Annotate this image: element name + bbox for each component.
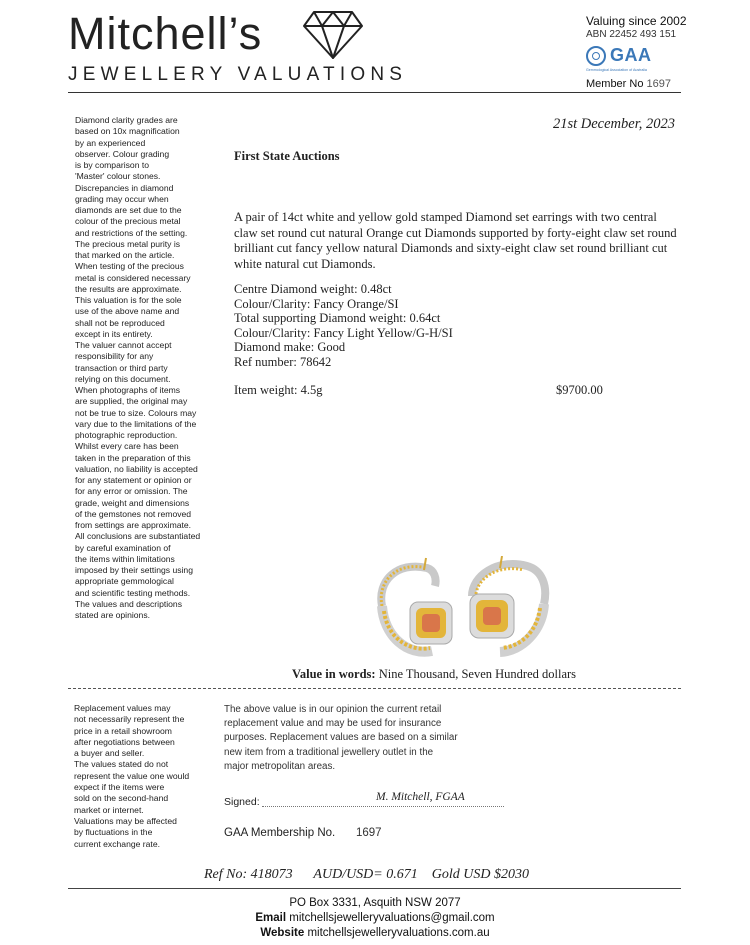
disclaimer-line: colour of the precious metal (75, 216, 181, 227)
signature: M. Mitchell, FGAA (376, 791, 465, 803)
disclaimer-line: based on 10x magnification (75, 126, 180, 137)
disclaimer-line: metal is considered necessary (75, 272, 191, 283)
replacement-note-line: Replacement values may (74, 703, 171, 713)
replacement-note-line: Valuations may be affected (74, 815, 177, 826)
spec-line: Colour/Clarity: Fancy Orange/SI (234, 296, 399, 311)
gaa-membership-label: GAA Membership No. (224, 827, 336, 839)
document-date: 21st December, 2023 (552, 116, 675, 132)
disclaimer-line: 'Master' colour stones. (75, 171, 161, 182)
opinion-statement (224, 703, 504, 774)
disclaimer-line: The valuer cannot accept (75, 340, 172, 350)
disclaimer-line: appropriate gemmological (75, 576, 174, 587)
disclaimer-line: the items within limitations (75, 553, 175, 564)
disclaimer-line: that marked on the article. (75, 250, 175, 260)
disclaimer-line: of the gemstones not removed (75, 508, 192, 519)
disclaimer-line: transaction or third party (75, 362, 168, 373)
disclaimer-line: and restrictions of the setting. (75, 227, 188, 238)
disclaimer-line: is by comparison to (75, 160, 150, 170)
gaa-emblem-icon (586, 46, 606, 66)
disclaimer-line: for any error or omission. The (75, 486, 188, 497)
replacement-note-line: market or internet. (74, 804, 144, 815)
gaa-logo-text: GAA (610, 45, 652, 65)
replacement-note-line: expect if the items were (74, 782, 165, 793)
disclaimer-line: shall not be reproduced (75, 317, 165, 328)
value-in-words (292, 667, 576, 682)
disclaimer-line: The values and descriptions (75, 598, 183, 609)
disclaimer-line: and scientific testing methods. (75, 587, 191, 598)
postal-address: PO Box 3331, Asquith NSW 2077 (289, 897, 461, 909)
opinion-line: replacement value and may be used for insurance (224, 718, 442, 730)
replacement-note-line: sold on the second-hand (74, 793, 169, 804)
disclaimer-line: except in its entirety. (75, 328, 153, 339)
disclaimer-line: are supplied, the original may (75, 396, 188, 407)
disclaimer-line: relying on this document. (75, 373, 171, 384)
item-weight: Item weight: 4.5g (234, 383, 323, 397)
replacement-note-line: represent the value one would (74, 770, 190, 781)
reference-line: Ref No: 418073 AUD/USD= 0.671 Gold USD $2030 (204, 867, 529, 882)
disclaimer-line: All conclusions are substantiated (75, 531, 201, 542)
valuing-since: Valuing since 2002 (586, 14, 687, 28)
member-number (586, 78, 671, 90)
disclaimer-line: grading may occur when (75, 193, 169, 204)
diamond-icon (302, 8, 364, 60)
disclaimer-line: taken in the preparation of this (75, 452, 191, 463)
spec-line: Ref number: 78642 (234, 354, 332, 369)
disclaimer-line: by an experienced (75, 137, 146, 148)
disclaimer-line: stated are opinions. (75, 610, 151, 620)
disclaimer-line: Whilst every care has been (75, 441, 179, 452)
replacement-note (74, 703, 214, 850)
gaa-logo-caption: Gemmological Association of Australia (586, 68, 647, 72)
brand-name: Mitchell’s (68, 8, 263, 59)
disclaimer-line: from settings are approximate. (75, 520, 192, 530)
disclaimer-line: When testing of the precious (75, 261, 184, 272)
opinion-line: The above value is in our opinion the current retail (224, 704, 442, 715)
disclaimer-line: When photographs of items (75, 385, 181, 395)
disclaimer-line: Diamond clarity grades are (75, 115, 178, 125)
disclaimer-line: not be true to size. Colours may (75, 407, 197, 418)
item-description: A pair of 14ct white and yellow gold stamped Diamond set earrings with two central claw set round cut natural Orange cut Diamonds supported by forty-eight claw set round brilliant cut fancy yellow natural Diamonds and sixty-eight claw set round brilliant cut white natural cut Diamonds. (234, 210, 677, 271)
disclaimer-line: the results are approximate. (75, 283, 182, 294)
client-name: First State Auctions (234, 149, 340, 163)
disclaimer-text (75, 115, 215, 621)
valuation-amount: $9700.00 (556, 383, 603, 397)
disclaimer-line: responsibility for any (75, 351, 154, 362)
disclaimer-line: diamonds are set due to the (75, 205, 182, 215)
spec-line: Centre Diamond weight: 0.48ct (234, 282, 392, 296)
value-words-text: Nine Thousand, Seven Hundred dollars (378, 667, 577, 681)
replacement-note-line: price in a retail showroom (74, 725, 172, 736)
value-words-label: Value in words: (292, 667, 376, 681)
disclaimer-line: grade, weight and dimensions (75, 497, 190, 508)
footer-divider (68, 888, 681, 889)
email-address[interactable]: mitchellsjewelleryvaluations@gmail.com (289, 912, 495, 924)
opinion-line: new item from a traditional jewellery outlet in the (224, 746, 434, 758)
spec-line: Diamond make: Good (234, 340, 346, 355)
disclaimer-line: use of the above name and (75, 306, 180, 317)
website-link[interactable]: mitchellsjewelleryvaluations.com.au (307, 927, 490, 939)
header-divider (68, 92, 681, 93)
dashed-divider (68, 688, 681, 689)
item-specifications (234, 282, 453, 370)
replacement-note-line: after negotiations between (74, 736, 175, 747)
disclaimer-line: for any statement or opinion or (75, 475, 192, 485)
disclaimer-line: Discrepancies in diamond (75, 182, 174, 193)
gaa-logo (586, 46, 686, 76)
replacement-note-line: current exchange rate. (74, 838, 160, 849)
disclaimer-line: The precious metal purity is (75, 238, 181, 249)
disclaimer-line: by careful examination of (75, 542, 171, 553)
signed-label: Signed: (224, 796, 260, 808)
signature-line (262, 806, 504, 807)
replacement-note-line: The values stated do not (74, 759, 169, 770)
spec-line: Colour/Clarity: Fancy Light Yellow/G-H/SI (234, 325, 453, 340)
email-line (0, 912, 750, 924)
disclaimer-line: vary due to the limitations of the (75, 418, 197, 429)
website-line (0, 927, 750, 939)
gaa-membership-number: 1697 (356, 827, 382, 839)
member-value: 1697 (646, 78, 672, 90)
disclaimer-line: imposed by their settings using (75, 565, 193, 575)
disclaimer-line: valuation, no liability is accepted (75, 463, 198, 474)
opinion-line: major metropolitan areas. (224, 760, 336, 772)
earrings-photo (372, 556, 552, 661)
replacement-note-line: by fluctuations in the (74, 827, 153, 838)
disclaimer-line: photographic reproduction. (75, 430, 178, 440)
website-label: Website (260, 927, 305, 939)
abn-number: ABN 22452 493 151 (586, 29, 677, 40)
opinion-line: purposes. Replacement values are based on a similar (224, 732, 458, 744)
disclaimer-line: This valuation is for the sole (75, 295, 182, 305)
email-label: Email (255, 912, 287, 924)
spec-line: Total supporting Diamond weight: 0.64ct (234, 311, 441, 326)
replacement-note-line: not necessarily represent the (74, 714, 185, 725)
brand-subtitle: JEWELLERY VALUATIONS (68, 64, 408, 85)
replacement-note-line: a buyer and seller. (74, 748, 145, 759)
disclaimer-line: observer. Colour grading (75, 148, 170, 159)
member-label: Member No (586, 78, 644, 90)
